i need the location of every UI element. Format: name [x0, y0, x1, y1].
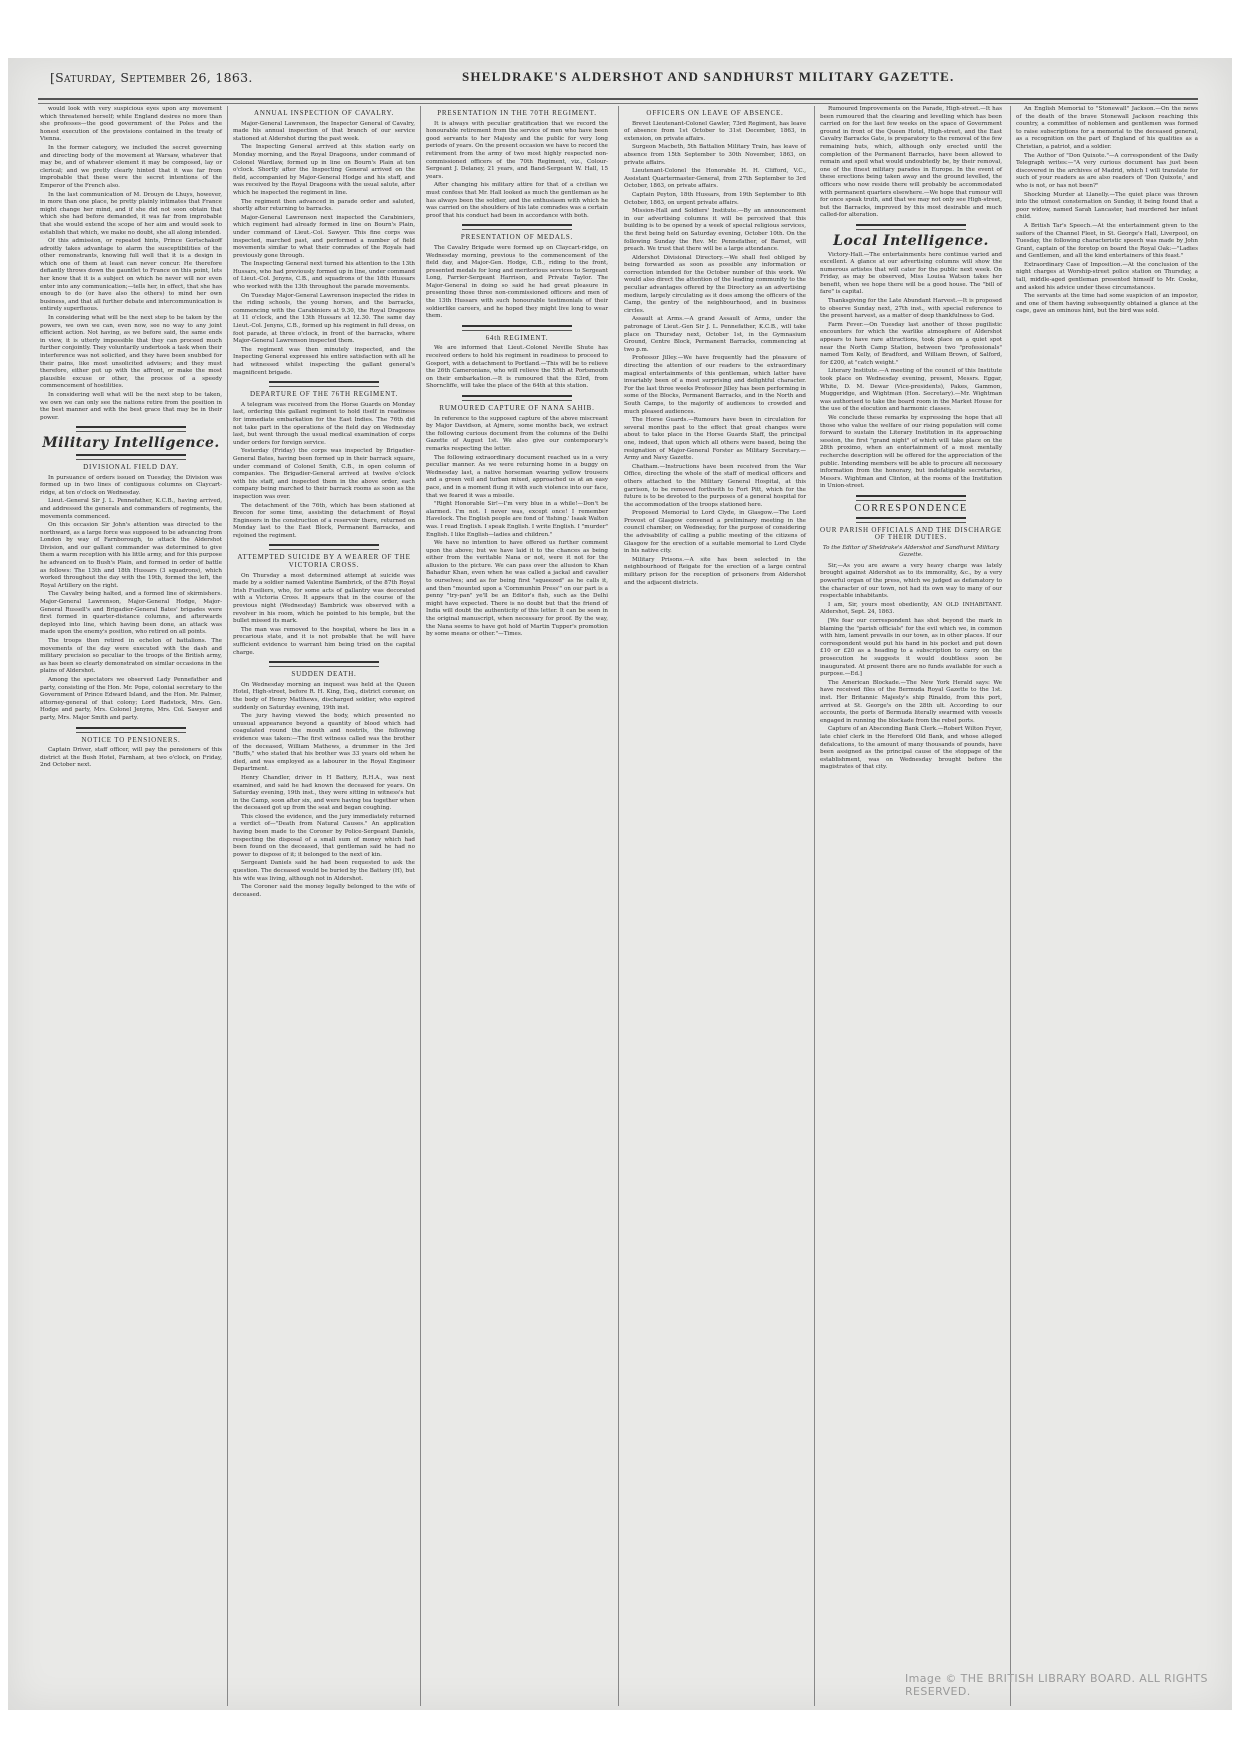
article-paragraph: The American Blockade.—The New York Herald says: We have received files of the Bermuda Royal Gazette to the 1st. inst. Her Britannic Majesty's ship Rinaldo, from this port, arrived at St. George's on the 28th ult. According to our accounts, the ports of Bermuda literally swarmed with vessels engaged in running the blockade from the rebel ports.: [820, 679, 1002, 724]
article-heading: NOTICE TO PENSIONERS.: [81, 735, 181, 744]
article-heading: DIVISIONAL FIELD DAY.: [83, 462, 179, 471]
article-paragraph: A telegram was received from the Horse Guards on Monday last, ordering this gallant regiment to hold itself in readiness for immediate embarkation for the East Indies. The 76th did not take part in the operations of the field day on Wednesday last, but went through the usual medical examination of corps under orders for foreign service.: [233, 401, 415, 446]
article-paragraph: The Horse Guards.—Rumours have been in circulation for several months past to the effect that great changes were about to take place in the Horse Guards Staff, the principal one, indeed, that upon which all others were based, being the resignation of Major-General Forster as Military Secretary.—Army and Navy Gazette.: [624, 417, 806, 462]
article-paragraph: After changing his military attire for that of a civilian we must confess that Mr. Hall looked as much the gentleman as he has always been the soldier, and the enthusiasm with which he was carried on the shoulders of his late comrades was a certain proof that his conduct had been in accordance with both.: [426, 182, 608, 219]
article-paragraph: Capture of an Absconding Bank Clerk.—Robert Wilton Fryer, late chief clerk in the Hereford Old Bank, and whose alleged defalcations, to the amount of many thousands of pounds, have been assigned as the principal cause of the stoppage of the establishment, was on Wednesday brought before the magistrates of that city.: [820, 726, 1002, 771]
newspaper-page: [8, 58, 1232, 1710]
article-paragraph: Henry Chandler, driver in H Battery, R.H.A., was next examined, and said he had known the deceased for years. On Saturday evening, 19th inst., they were sitting in witness's hut in the Camp, soon after six, and were having tea together when the deceased got up from the seat and began coughing.: [233, 774, 415, 812]
section-rule: [269, 381, 378, 387]
column-3: [426, 106, 608, 640]
article-paragraph: In pursuance of orders issued on Tuesday, the Division was formed up in two lines of contiguous columns on Claycart-ridge, at ten o'clock on Wednesday.: [40, 474, 222, 496]
column-divider: [227, 106, 228, 1706]
column-divider: [814, 106, 815, 1706]
article-paragraph: On this occasion Sir John's attention was directed to the northward, as a large force was supposed to be advancing from London by way of Farnborough, to attack the Aldershot Division, and our gallant commander was determined to give them a warm reception with his little army, and for this purpose he advanced on to Bush's Plain, and formed in order of battle as follows: The 13th and 18th Hussars (3 squadrons), which worked throughout the day with the 19th, formed the left, the Royal Artillery on the right.: [40, 522, 222, 589]
article-paragraph: The Cavalry Brigade were formed up on Claycart-ridge, on Wednesday morning, previous to the commencement of the field day, and Major-Gen. Hodge, C.B., riding to the front, presented medals for long and meritorious services to Sergeant Long, Farrier-Sergeant Harrison, and Private Taylor. The Major-General in doing so said he had great pleasure in presenting those three non-commissioned officers and men of the 13th Hussars with such honourable testimonials of their soldierlike careers, and he hoped they might live long to wear them.: [426, 244, 608, 320]
article-paragraph: Shocking Murder at Llanelly.—The quiet place was thrown into the utmost consternation on Sunday, it being found that a poor widow, named Sarah Lancaster, had murdered her infant child.: [1016, 191, 1198, 221]
article-paragraph: The following extraordinary document reached us in a very peculiar manner. As we were returning home in a buggy on Wednesday last, a native horseman wearing yellow trousers and a green veil and turban mixed, approached us at an easy pace, and in a moment flung it with such violence into our face, that we feared it was a missile.: [426, 454, 608, 499]
letter-salutation: To the Editor of Sheldrake's Aldershot and Sandhurst Military Gazette.: [822, 544, 1000, 559]
section-rule: [76, 426, 185, 432]
article-paragraph: An English Memorial to "Stonewall" Jackson.—On the news of the death of the brave Stonewall Jackson reaching this country, a committee of noblemen and gentlemen was formed to raise subscriptions for a memorial to the deceased general, as a recognition on the part of England of his qualities as a Christian, a patriot, and a soldier.: [1016, 106, 1198, 150]
article-paragraph: We conclude these remarks by expressing the hope that all those who value the welfare of our rising population will come forward to sustain the Literary Institution in its approaching session, the first "grand night" of which will take place on the 28th proximo, when an entertainment of a most mentally recherche description will be offered for the appreciation of the public. Intending members will be able to procure all necessary information from the honorary, but indefatigable secretaries, Messrs. Wightman and Clinton, at the rooms of the Institution in Union-street.: [820, 414, 1002, 490]
article-paragraph: Major-General Lawrenson, the Inspector General of Cavalry, made his annual inspection of that branch of our service stationed at Aldershot during the past week.: [233, 120, 415, 142]
section-rule: [462, 325, 571, 331]
article-heading: PRESENTATION IN THE 70TH REGIMENT.: [437, 109, 597, 117]
section-banner: Military Intelligence.: [42, 435, 220, 452]
article-paragraph: [We fear our correspondent has shot beyond the mark in blaming the "parish officials" for the evil which we, in common with him, lament prevails in our town, as in other places. If our correspondent would put his hand in his pocket and put down £10 or £20 as a heading to a subscription to carry on the prosecution he suggests it would doubtless soon be inaugurated. At present there are no funds available for such a purpose.—Ed.]: [820, 618, 1002, 678]
masthead: [50, 58, 1220, 88]
column-5: [820, 106, 1002, 773]
article-paragraph: Sir,—As you are aware a very heavy charge was lately brought against Aldershot as to its immorality, &c., by a very powerful organ of the press, which we judged as defamatory to the character of our town, not had its own way to many of our respectable inhabitants.: [820, 562, 1002, 600]
issue-date: [Saturday, September 26, 1863.: [50, 70, 253, 85]
article-paragraph: The servants at the time had some suspicion of an impostor, and one of them having subsequently obtained a glance at the cage, gave an ominous hint, but the bird was sold.: [1016, 293, 1198, 315]
article-paragraph: This closed the evidence, and the jury immediately returned a verdict of—"Death from Natural Causes." An application having been made to the Coroner by Police-Sergeant Daniels, respecting the disposal of a small sum of money which had been found on the deceased, that gentleman said he had no power to dispose of it; it belonged to the next of kin.: [233, 813, 415, 858]
article-paragraph: Brevet Lieutenant-Colonel Gawler, 73rd Regiment, has leave of absence from 1st October to 31st December, 1863, in extension, on private affairs.: [624, 120, 806, 142]
article-paragraph: Lieutenant-Colonel the Honorable H. H. Clifford, V.C., Assistant Quartermaster-General, from 27th September to 3rd October, 1863, on private affairs.: [624, 168, 806, 190]
article-paragraph: The Author of "Don Quixote."—A correspondent of the Daily Telegraph writes:—"A very curious document has just been discovered in the archives of Madrid, which I will translate for such of your readers as are also readers of 'Don Quixote,' and who is not, or has not been?": [1016, 152, 1198, 189]
article-paragraph: Chatham.—Instructions have been received from the War Office, directing the whole of the staff of medical officers and others attached to the Military General Hospital, at this garrison, to be removed forthwith to Fort Pitt, which for the future is to be devoted to the purposes of a general hospital for the accommodation of the troops stationed here.: [624, 463, 806, 508]
article-paragraph: It is always with peculiar gratification that we record the honourable retirement from the service of men who have been good servants to her Majesty and the public for very long periods of years. On the present occasion we have to record the retirement from the army of two most highly respected non-commissioned officers of the 70th Regiment, viz., Colour-Sergeant J. Delaney, 21 years, and Band-Sergeant W. Hall, 15 years.: [426, 120, 608, 180]
column-4: [624, 106, 806, 588]
article-paragraph: Military Prisons.—A site has been selected in the neighbourhood of Reigate for the erection of a large central military prison for the reception of prisoners from Aldershot and the adjacent districts.: [624, 556, 806, 586]
article-paragraph: Thanksgiving for the Late Abundant Harvest.—It is proposed to observe Sunday next, 27th inst., with special reference to the present harvest, as a matter of deep thankfulness to God.: [820, 298, 1002, 320]
column-6: [1016, 106, 1198, 317]
article-paragraph: Among the spectators we observed Lady Pennefather and party, consisting of the Hon. Mr. Pope, colonial secretary to the Government of Prince Edward Island, and the Hon. Mr. Palmer, attorney-general of that colony; Lord Radstock, Mrs. Gen. Hodge and party, Mrs. Colonel Jenyns, Mrs. Col. Sawyer and party, Mrs. Major Smith and party.: [40, 676, 222, 721]
article-paragraph: Yesterday (Friday) the corps was inspected by Brigadier-General Bates, having been formed up in their barrack square, under command of Colonel Smith, C.B., in open column of companies. The Brigadier-General arrived at twelve o'clock with his staff, and inspected them in the above order, each company being marched to their barrack rooms as soon as the inspection was over.: [233, 448, 415, 500]
section-rule: [462, 395, 571, 401]
section-rule: [462, 224, 571, 230]
section-rule: [76, 727, 185, 733]
article-paragraph: In the former category, we included the secret governing and directing body of the movement at Warsaw, whatever that may be, and of whatever element it may be composed, lay or clerical; and we pretty clearly hinted that it was far from improbable that these were the secret intentions of the Emperor of the French also.: [40, 144, 222, 189]
article-paragraph: The man was removed to the hospital, where he lies in a precarious state, and it is not probable that he will have sufficient evidence to warrant him being tried on the capital charge.: [233, 626, 415, 656]
article-paragraph: Major-General Lawrenson next inspected the Carabiniers, which regiment had already formed in line on Bourn's Plain, under command of Lieut.-Col. Sawyer. This fine corps was inspected, marched past, and performed a number of field movements similar to what their comrades of the Royals had previously gone through.: [233, 214, 415, 259]
article-paragraph: Farm Fever.—On Tuesday last another of those pugilistic encounters for which the warlike atmosphere of Aldershot appears to have rare attractions, took place on a quiet spot near the North Camp Station, between two "professionals" named Tom Kelly, of Bradford, and William Brown, of Salford, for £200, at "catch weight.": [820, 321, 1002, 366]
section-rule: [856, 224, 965, 230]
column-divider: [420, 106, 421, 1706]
article-paragraph: We are informed that Lieut.-Colonel Neville Shute has received orders to hold his regiment in readiness to proceed to Gosport, with a detachment to Portland.—This will be to relieve the 26th Cameronians, who will relieve the 55th at Portsmouth on their embarkation.—It is rumoured that the 83rd, from Shorncliffe, will take the place of the 64th at this station.: [426, 345, 608, 390]
newspaper-title: SHELDRAKE'S ALDERSHOT AND SANDHURST MILITARY GAZETTE.: [462, 69, 955, 84]
column-divider: [618, 106, 619, 1706]
article-paragraph: In considering what will be the next step to be taken by the powers, we own we can, even now, see no way to any joint efficient action. Not having, as we before said, the same ends in view, it is utterly impossible that they can proceed much further conjointly. They voluntarily undertook a task when their interference was not solicited, and they have been snubbed for their pains, like most unsolicited advisers; and they must therefore, either put up with the affront, or make the most plausible excuse or other, the process of a speedy commencement of hostilities.: [40, 315, 222, 390]
article-paragraph: would look with very suspicious eyes upon any movement which threatened herself; while England desires no more than she professes—the good government of the Poles and the honest execution of the provisions contained in the treaty of Vienna.: [40, 106, 222, 143]
article-paragraph: Captain Driver, staff officer, will pay the pensioners of this district at the Bush Hotel, Farnham, at two o'clock, on Friday, 2nd October next.: [40, 747, 222, 769]
article-heading: RUMOURED CAPTURE OF NANA SAHIB.: [439, 404, 595, 412]
article-heading: PRESENTATION OF MEDALS.: [460, 233, 574, 242]
article-paragraph: Sergeant Daniels said he had been requested to ask the question. The deceased would be buried by the Battery (H), but his wife was living, although not in Aldershot.: [233, 860, 415, 882]
column-divider: [1010, 106, 1011, 1706]
article-paragraph: The regiment then advanced in parade order and saluted, shortly after returning to barracks.: [233, 198, 415, 213]
article-paragraph: The Cavalry being halted, and a formed line of skirmishers. Major-General Lawrenson, Major-General Hodge, Major-General Russell's and Brigadier-General Bates' brigades were first formed in quarter-distance columns, and afterwards deployed into line, which having been done, an attack was made upon the enemy's position, who retired on all points.: [40, 591, 222, 636]
column-2: [233, 106, 415, 900]
article-paragraph: The jury having viewed the body, which presented no unusual appearance beyond a quantity of blood which had coagulated round the mouth and nostrils, the following evidence was taken:—The first witness called was the brother of the deceased, William Mathews, a drummer in the 3rd "Buffs," who stated that his brother was 33 years old when he died, and was employed as a labourer in the Royal Engineer Department.: [233, 713, 415, 773]
article-paragraph: On Thursday a most determined attempt at suicide was made by a soldier named Valentine Bambrick, of the 87th Royal Irish Fusiliers, who, for some acts of gallantry was decorated with a Victoria Cross. It appears that in the course of the previous night (Wednesday) Bambrick was observed with a revolver in his room, which he pointed to his temple, but the bullet missed its mark.: [233, 572, 415, 625]
article-heading: DEPARTURE OF THE 76TH REGIMENT.: [249, 390, 399, 399]
article-paragraph: The troops then retired in echelon of battalions. The movements of the day were executed with the dash and military precision so peculiar to the troops of the British army, as has been so clearly demonstrated on similar occasions in the plains of Aldershot.: [40, 638, 222, 675]
masthead-rule: [38, 98, 1198, 104]
article-paragraph: Surgeon Macbeth, 5th Battalion Military Train, has leave of absence from 15th September to 30th November, 1863, on private affairs.: [624, 144, 806, 166]
section-rule: [856, 517, 965, 523]
article-heading: OUR PARISH OFFICIALS AND THE DISCHARGE OF THEIR DUTIES.: [820, 525, 1002, 542]
article-paragraph: Assault at Arms.—A grand Assault of Arms, under the patronage of Lieut.-Gen Sir J. L. Pennefather, K.C.B., will take place on Thursday next, October 1st, in the Gymnasium Ground, Centre Block, Permanent Barracks, commencing at two p.m.: [624, 316, 806, 353]
article-paragraph: Rumoured Improvements on the Parade, High-street.—It has been rumoured that the clearing and levelling which has been carried on for the last few weeks on the space of Government ground in front of the Queen Hotel, High-street, and the East Cavalry Barracks Gate, is preparatory to the removal of the few remaining huts, which, although only erected until the completion of the Permanent Barracks, have been allowed to remain and spoil what would undoubtedly be, by their removal, one of the finest military parades in Europe. In the event of these erections being taken away and the ground levelled, the officers who now reside there will probably be accommodated with permanent quarters elsewhere.—We hope that rumour will for once speak truth, and that we may not only see High-street, but the Barracks, improved by this most desirable and much called-for alteration.: [820, 106, 1002, 219]
article-paragraph: Literary Institute.—A meeting of the council of this Institute took place on Wednesday evening, present, Messrs. Eggar, White, D. M. Dewar (Vice-presidents), Pakes, Gammon, Muggeridge, and Wightman (Hon. Secretary).—Mr. Wightman was authorised to take the board room in the Market House for the use of the elocution and harmonic classes.: [820, 368, 1002, 413]
article-heading: SUDDEN DEATH.: [291, 670, 357, 679]
article-heading: ATTEMPTED SUICIDE BY A WEARER OF THE VICTORIA CROSS.: [237, 553, 411, 570]
article-paragraph: Victory-Hall.—The entertainments here continue varied and excellent. A glance at our advertising columns will show the numerous artistes that will cater for the public next week. On Friday, as may be observed, Miss Louisa Watson takes her benefit, when we hope there will be a good house. The "bill of fare" is capital.: [820, 251, 1002, 296]
article-paragraph: The Coroner said the money legally belonged to the wife of deceased.: [233, 884, 415, 898]
article-paragraph: I am, Sir, yours most obediently, AN OLD INHABITANT. Aldershot, Sept. 24, 1863.: [820, 601, 1002, 616]
article-paragraph: Captain Peyton, 18th Hussars, from 19th September to 8th October, 1863, on urgent private affairs.: [624, 191, 806, 206]
article-paragraph: Of this admission, or repeated hints, Prince Gortschakoff adroitly takes advantage to alarm the susceptibilities of the other remonstrants, knowing full well that it is a design in which one of them at least can never concur. He therefore defiantly throws down the gauntlet to France on this point, lets her know that it is a subject on which he never will nor even enter into any communication;—tells her, in effect, that she has enough to do (or have also the others) to mind her own business, and that all further debate and intercommunication is entirely superfluous.: [40, 238, 222, 313]
section-banner: Local Intelligence.: [833, 232, 989, 249]
article-paragraph: Proposed Memorial to Lord Clyde, in Glasgow.—The Lord Provost of Glasgow convened a preliminary meeting in the council chamber, on Wednesday, for the purpose of considering the advisability of calling a public meeting of the citizens of Glasgow for the erection of a suitable memorial to Lord Clyde in his native city.: [624, 510, 806, 555]
article-paragraph: The Inspecting General arrived at this station early on Monday morning, and the Royal Dragoons, under command of Colonel Wardlaw, formed up in line on Bourn's Plain at ten o'clock. Shortly after the Inspecting General arrived on the field, accompanied by Major-General Hodge and his staff, and was received by the Royal Dragoons with the usual salute, after which he inspected the regiment in line.: [233, 144, 415, 196]
article-paragraph: Aldershot Divisional Directory.—We shall feel obliged by being forwarded as soon as possible any information or correction intended for the October number of this work. We would also direct the attention of the leading community to the peculiar advantages offered by the Directory as an advertising medium, largely circulating as it does among the officers of the Camp, the gentry of the neighbourhood, and in business circles.: [624, 254, 806, 314]
article-paragraph: A British Tar's Speech.—At the entertainment given to the sailors of the Channel Fleet, in St. George's Hall, Liverpool, on Tuesday, the following characteristic speech was made by John Grant, captain of the foretop on board the Royal Oak:—"Ladies and Gentlemen, and all the kind entertainers of this feast.": [1016, 222, 1198, 260]
article-paragraph: The Inspecting General next turned his attention to the 13th Hussars, who had previously formed up in line, under command of Lieut.-Col. Jenyns, C.B., and squadrons of the 18th Hussars who worked with the 13th throughout the parade movements.: [233, 261, 416, 291]
article-paragraph: In the last communication of M. Drouyn de Lhuys, however, in more than one place, he pretty plainly intimates that France might change her mind, and if she did not soon obtain that which she had before demanded, it was far from improbable that she would extend the scope of her aim and would seek to establish that which, we make no doubt, she all along intended.: [40, 191, 222, 236]
section-rule: [269, 661, 378, 667]
article-heading: 64th REGIMENT.: [485, 333, 549, 342]
section-rule: [76, 454, 185, 460]
article-paragraph: In reference to the supposed capture of the above miscreant by Major Davidson, at Ajmere, some months back, we extract the following curious document from the columns of the Delhi Gazette of August 1st. We also give our contemporary's remarks respecting the letter.: [426, 415, 608, 452]
article-heading: OFFICERS ON LEAVE OF ABSENCE.: [646, 109, 784, 117]
article-paragraph: Professor Jilley.—We have frequently had the pleasure of directing the attention of our readers to the extraordinary magical entertainments of this gentleman, which latter have invariably been of a most surprising and delightful character. For the last three weeks Professor Jilley has been performing in some of the Blocks, Permanent Barracks, and in the North and South Camps, to the majority of audiences to crowded and much pleased audiences.: [624, 355, 806, 415]
article-paragraph: In considering well what will be the next step to be taken, we own we can only see the nations retire from the position in the best manner and with the best grace that may be in their power.: [40, 391, 222, 421]
article-paragraph: The detachment of the 76th, which has been stationed at Brecon for some time, assisting the detachment of Royal Engineers in the construction of a reservoir there, returned on Monday last to the East Block, Permanent Barracks, and rejoined the regiment.: [233, 502, 415, 539]
section-rule: [856, 495, 965, 501]
article-paragraph: On Wednesday morning an inquest was held at the Queen Hotel, High-street, before R. H. King, Esq., district coroner, on the body of Henry Matthews, discharged soldier, who expired suddenly on Saturday evening, 19th inst.: [233, 681, 415, 711]
article-paragraph: Extraordinary Case of Imposition.—At the conclusion of the night charges at Worship-street police station on Thursday, a tall, middle-aged gentleman presented himself to Mr. Cooke, and asked his advice under these circumstances.: [1016, 261, 1198, 291]
article-heading: CORRESPONDENCE: [854, 502, 968, 514]
article-paragraph: On Tuesday Major-General Lawrenson inspected the rides in the riding schools, the young horses, and the barracks, commencing with the Carabiniers at 9.30, the Royal Dragoons at 11 o'clock, and the 13th Hussars at 12.30. The same day Lieut.-Col. Jenyns, C.B., formed up his regiment in full dress, on foot parade, at three o'clock, in front of the barracks, where Major-General Lawrenson inspected them.: [233, 292, 415, 345]
copyright-notice: Image © THE BRITISH LIBRARY BOARD. ALL RIGHTS RESERVED.: [905, 1672, 1208, 1698]
article-paragraph: We have no intention to have offered us further comment upon the above; but we have laid it to the chances as being either from the veritable Nana or not, were it not for the allusion to the picture. We can pass over the allusion to Khan Bahadur Khan, even when he was called a jackal and cavalier to ourselves; and as for being first "squeezed" as he calls it, and then "mounted upon a 'Cornmunhin Press'" on our part is a penny "try-pan" ye'll be an Editor's fish, such as the Delhi might have expected. There is no doubt but that the friend of India will doubt the authenticity of this letter. It can be seen in the original manuscript, when necessary for proof. By the way, the Nana seems to have got hold of Martin Tupper's promotion by some means or other."—Times.: [426, 540, 608, 638]
article-paragraph: The regiment was then minutely inspected, and the Inspecting General expressed his entire satisfaction with all he had witnessed whilst inspecting the gallant general's magnificent brigade.: [233, 346, 415, 376]
article-paragraph: Mission-Hall and Soldiers' Institute.—By an announcement in our advertising columns it will be perceived that this building is to be opened by a week of special religious services, the first being held on Saturday evening, October 10th. On the following Sunday the Rev. Mr. Pennefather, of Barnet, will preach. We trust that there will be a large attendance.: [624, 208, 806, 253]
article-paragraph: Lieut.-General Sir J. L. Pennefather, K.C.B., having arrived, and addressed the generals and commanders of regiments, the movements commenced.: [40, 498, 222, 520]
article-heading: ANNUAL INSPECTION OF CAVALRY.: [253, 109, 394, 117]
column-1: [40, 106, 222, 771]
section-rule: [269, 544, 378, 550]
article-paragraph: "Right Honorable Sir!—I'm very blue in a while!—Don't be alarmed. I'm not. I never was, except once! I remember Havelock. The English people are fond of 'fishing.' Isaak Walton was. I read English. I speak English. I write English. I "murder" English. I like English—ladies and children.": [426, 501, 608, 538]
